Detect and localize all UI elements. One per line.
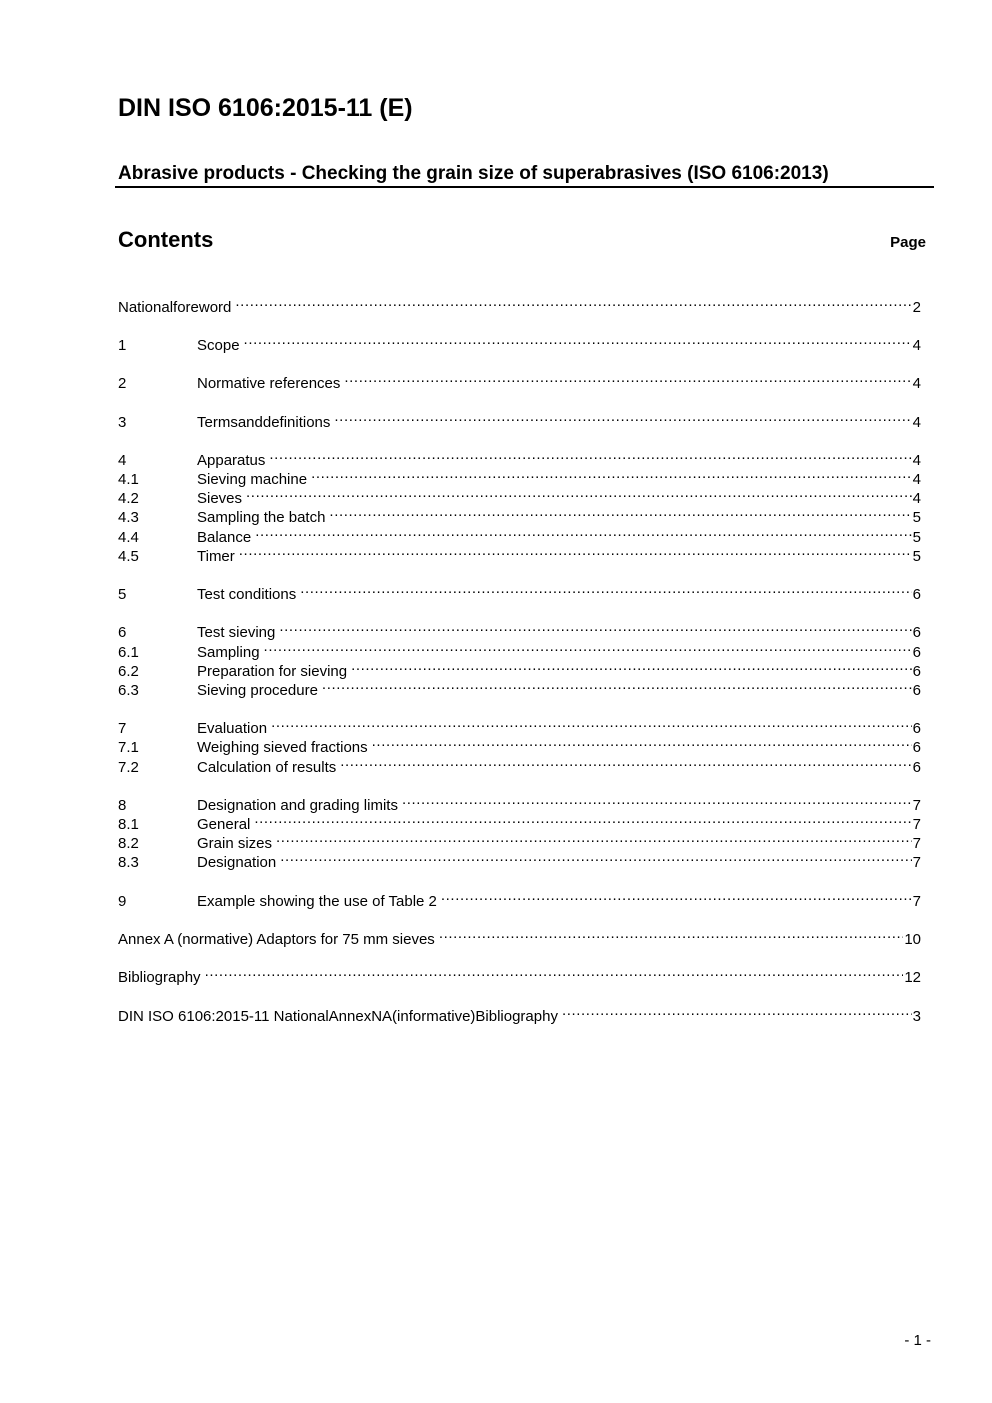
toc-entry-number: 3	[118, 414, 127, 431]
toc-entry-page: 5	[912, 509, 921, 526]
toc-entry-title: Sieves	[197, 490, 243, 507]
toc-entry-title: Example showing the use of Table 2	[197, 893, 437, 910]
toc-entry-title: Termsanddefinitions	[197, 414, 331, 431]
toc-dot-leader	[276, 828, 912, 848]
toc-entry[interactable]	[118, 675, 921, 699]
toc-entry-number: 9	[118, 893, 127, 910]
toc-dot-leader	[329, 502, 911, 522]
toc-entry-title: General	[197, 816, 251, 833]
toc-entry-number: 4.5	[118, 548, 139, 565]
toc-entry-page: 6	[912, 663, 921, 680]
toc-entry-number: 7.2	[118, 759, 139, 776]
toc-entry-number: 8	[118, 797, 127, 814]
toc-entry[interactable]	[118, 368, 921, 392]
subtitle-divider	[115, 186, 934, 188]
toc-entry-title: Nationalforeword	[118, 299, 232, 316]
toc-dot-leader	[280, 847, 911, 867]
toc-entry-page: 7	[912, 893, 921, 910]
toc-entry-title: Sieving procedure	[197, 682, 318, 699]
toc-entry[interactable]	[118, 637, 921, 661]
toc-entry-page: 5	[912, 529, 921, 546]
toc-dot-leader	[344, 368, 911, 388]
toc-entry[interactable]	[118, 886, 921, 910]
toc-entry-number: 6	[118, 624, 127, 641]
toc-entry-page: 6	[912, 739, 921, 756]
toc-entry-page: 5	[912, 548, 921, 565]
toc-entry-page: 4	[912, 490, 921, 507]
toc-entry-title: Test sieving	[197, 624, 276, 641]
toc-entry-page: 6	[912, 759, 921, 776]
toc-entry-title: Sampling the batch	[197, 509, 326, 526]
toc-entry[interactable]	[118, 790, 921, 814]
toc-dot-leader	[239, 541, 912, 561]
toc-entry[interactable]	[118, 752, 921, 776]
toc-entry-number: 8.1	[118, 816, 139, 833]
toc-entry[interactable]	[118, 330, 921, 354]
toc-entry-title: DIN ISO 6106:2015-11 NationalAnnexNA(informative)Bibliography	[118, 1008, 558, 1025]
toc-dot-leader	[244, 330, 912, 350]
toc-entry-page: 7	[912, 835, 921, 852]
toc-entry-number: 4	[118, 452, 127, 469]
toc-entry[interactable]	[118, 445, 921, 469]
page-column-heading: Page	[890, 234, 926, 251]
toc-entry-title: Test conditions	[197, 586, 297, 603]
toc-entry-title: Bibliography	[118, 969, 201, 986]
toc-entry[interactable]	[118, 713, 921, 737]
toc-dot-leader	[351, 656, 912, 676]
toc-dot-leader	[300, 579, 911, 599]
toc-entry[interactable]	[118, 522, 921, 546]
toc-entry-page: 12	[904, 969, 921, 986]
toc-entry[interactable]	[118, 541, 921, 565]
toc-entry-page: 2	[912, 299, 921, 316]
toc-entry-title: Weighing sieved fractions	[197, 739, 368, 756]
toc-entry-title: Sieving machine	[197, 471, 308, 488]
contents-heading: Contents	[118, 227, 214, 252]
toc-dot-leader	[254, 809, 911, 829]
toc-entry-page: 4	[912, 414, 921, 431]
toc-entry-page: 4	[912, 337, 921, 354]
toc-entry-number: 6.1	[118, 644, 139, 661]
toc-entry-title: Scope	[197, 337, 240, 354]
document-subtitle: Abrasive products - Checking the grain size of superabrasives (ISO 6106:2013)	[118, 163, 829, 184]
toc-entry-title: Evaluation	[197, 720, 268, 737]
toc-dot-leader	[402, 790, 912, 810]
toc-entry[interactable]	[118, 617, 921, 641]
toc-entry[interactable]	[118, 502, 921, 526]
toc-entry[interactable]	[118, 656, 921, 680]
toc-entry-number: 8.2	[118, 835, 139, 852]
toc-entry-page: 4	[912, 375, 921, 392]
toc-entry-number: 6.3	[118, 682, 139, 699]
toc-entry[interactable]	[118, 483, 921, 507]
toc-entry-title: Designation and grading limits	[197, 797, 398, 814]
toc-entry-page: 7	[912, 797, 921, 814]
toc-dot-leader	[235, 292, 911, 312]
toc-entry-page: 7	[912, 854, 921, 871]
toc-entry-number: 4.1	[118, 471, 139, 488]
document-title: DIN ISO 6106:2015-11 (E)	[118, 94, 413, 122]
toc-dot-leader	[340, 752, 911, 772]
toc-entry-page: 6	[912, 682, 921, 699]
toc-entry[interactable]	[118, 732, 921, 756]
toc-entry-number: 4.2	[118, 490, 139, 507]
toc-entry-title: Calculation of results	[197, 759, 337, 776]
toc-dot-leader	[279, 617, 911, 637]
toc-entry[interactable]	[118, 292, 921, 316]
toc-dot-leader	[271, 713, 912, 733]
toc-entry-page: 10	[904, 931, 921, 948]
toc-entry[interactable]	[118, 579, 921, 603]
toc-entry-title: Designation	[197, 854, 277, 871]
toc-entry-number: 1	[118, 337, 127, 354]
toc-entry-number: 4.3	[118, 509, 139, 526]
toc-entry-page: 3	[912, 1008, 921, 1025]
toc-entry-number: 7	[118, 720, 127, 737]
toc-entry-number: 4.4	[118, 529, 139, 546]
toc-dot-leader	[562, 1001, 912, 1021]
toc-entry-number: 8.3	[118, 854, 139, 871]
toc-entry[interactable]	[118, 924, 921, 948]
toc-dot-leader	[311, 464, 912, 484]
toc-entry-page: 4	[912, 452, 921, 469]
toc-entry-title: Grain sizes	[197, 835, 273, 852]
toc-dot-leader	[246, 483, 912, 503]
toc-dot-leader	[439, 924, 904, 944]
toc-entry-page: 6	[912, 624, 921, 641]
toc-entry-number: 5	[118, 586, 127, 603]
toc-dot-leader	[441, 886, 912, 906]
toc-entry-title: Annex A (normative) Adaptors for 75 mm sieves	[118, 931, 435, 948]
toc-entry[interactable]	[118, 847, 921, 871]
toc-entry-page: 6	[912, 720, 921, 737]
toc-entry[interactable]	[118, 809, 921, 833]
toc-dot-leader	[205, 962, 904, 982]
page-number-footer: - 1 -	[904, 1332, 931, 1349]
toc-entry[interactable]	[118, 828, 921, 852]
toc-dot-leader	[269, 445, 911, 465]
toc-entry-title: Timer	[197, 548, 235, 565]
toc-entry-page: 6	[912, 586, 921, 603]
toc-entry-title: Preparation for sieving	[197, 663, 348, 680]
toc-entry-number: 6.2	[118, 663, 139, 680]
toc-entry-page: 7	[912, 816, 921, 833]
toc-entry[interactable]	[118, 962, 921, 986]
toc-entry-number: 7.1	[118, 739, 139, 756]
toc-entry-number: 2	[118, 375, 127, 392]
toc-dot-leader	[264, 637, 912, 657]
toc-entry[interactable]	[118, 464, 921, 488]
toc-entry-title: Balance	[197, 529, 252, 546]
toc-dot-leader	[322, 675, 912, 695]
toc-entry-page: 6	[912, 644, 921, 661]
toc-dot-leader	[334, 407, 911, 427]
toc-entry-title: Normative references	[197, 375, 341, 392]
toc-entry-title: Apparatus	[197, 452, 266, 469]
toc-entry-page: 4	[912, 471, 921, 488]
toc-entry-title: Sampling	[197, 644, 260, 661]
toc-dot-leader	[372, 732, 912, 752]
toc-entry[interactable]	[118, 407, 921, 431]
toc-entry[interactable]	[118, 1001, 921, 1025]
toc-dot-leader	[255, 522, 911, 542]
